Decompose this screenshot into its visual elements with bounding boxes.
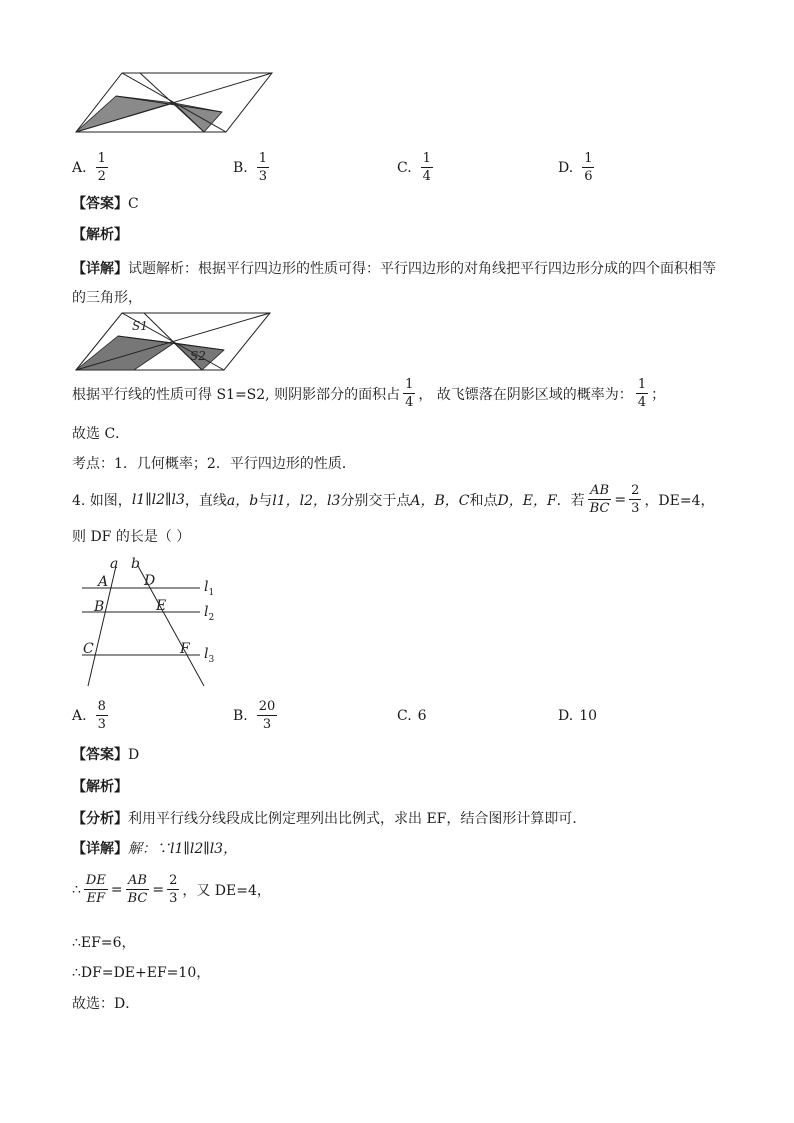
q3-probability-line: 根据平行线的性质可得 S1=S2, 则阴影部分的面积占 $\frac{1}{4}$ ， 故飞镖落在阴影区域的概率为： $\frac{1}{4}$ ； [72, 377, 666, 410]
q4-conclusion: 故选：D． [72, 996, 140, 1012]
label-E: E [156, 598, 167, 614]
q3-knowledge-points: 考点：1．几何概率；2．平行四边形的性质． [72, 456, 356, 472]
q4-option-d: D. 10 [558, 708, 598, 724]
label-l1: $l_1$ [204, 579, 215, 598]
q3-analysis-tag: 【解析】 [72, 227, 128, 243]
q4-analysis: 【分析】利用平行线分线段成比例定理列出比例式，求出 EF，结合图形计算即可． [72, 811, 587, 827]
q4-stem-line2: 则 DF 的长是（ ） [72, 529, 191, 545]
q3-option-c: C. $\frac{1}{4}$ [397, 151, 431, 184]
q4-step2: ∴EF=6， [72, 935, 136, 951]
label-a: a [110, 556, 119, 572]
q4-stem-line1: 4. 如图， l1∥l2∥l3 ，直线 a，b 与 l1，l2，l3 分别交于点 A，B，C 和点 D，E，F ．若 $\frac{AB}{BC}$ = $\frac{2}{3}$ ，DE=4， [72, 483, 715, 516]
parallelogram-figure-2 [74, 310, 274, 372]
label-s2: S2 [190, 349, 206, 363]
shaded-triangle-left [76, 96, 174, 132]
q4-step3: ∴DF=DE+EF=10， [72, 965, 211, 981]
q3-conclusion: 故选 C． [72, 426, 130, 442]
q4-analysis-tag: 【解析】 [72, 779, 128, 795]
label-l2: $l_2$ [204, 604, 215, 623]
q3-detail-line2: 的三角形， [72, 290, 142, 306]
label-s1: S1 [132, 319, 148, 333]
q4-step1: ∴ $\frac{DE}{EF}$ = $\frac{AB}{BC}$ = $\frac{2}{3}$ ，又 DE=4， [72, 873, 271, 906]
parallel-lines-figure [76, 554, 226, 690]
label-D: D [144, 573, 156, 589]
q3-answer: 【答案】C [72, 196, 139, 212]
label-C: C [83, 641, 94, 657]
label-l3: $l_3$ [204, 646, 215, 665]
label-A: A [98, 574, 109, 590]
parallelogram-figure-1 [74, 70, 274, 134]
q3-option-a: A. $\frac{1}{2}$ [72, 151, 106, 184]
q4-answer: 【答案】D [72, 747, 140, 763]
q3-option-b: B. $\frac{1}{3}$ [233, 151, 268, 184]
shaded-triangle-right [174, 103, 222, 132]
q4-option-b: B. $\frac{20}{3}$ [233, 699, 276, 732]
label-F: F [180, 641, 190, 657]
q4-option-c: C. 6 [397, 708, 427, 724]
q4-option-a: A. $\frac{8}{3}$ [72, 699, 106, 732]
label-b: b [131, 556, 140, 572]
label-B: B [94, 599, 105, 615]
q4-detail: 【详解】解：∵l1∥l2∥l3， [72, 841, 238, 857]
q3-option-d: D. $\frac{1}{6}$ [558, 151, 593, 184]
q3-detail-line1: 【详解】试题解析：根据平行四边形的性质可得：平行四边形的对角线把平行四边形分成的四个面积相等 [72, 261, 716, 277]
